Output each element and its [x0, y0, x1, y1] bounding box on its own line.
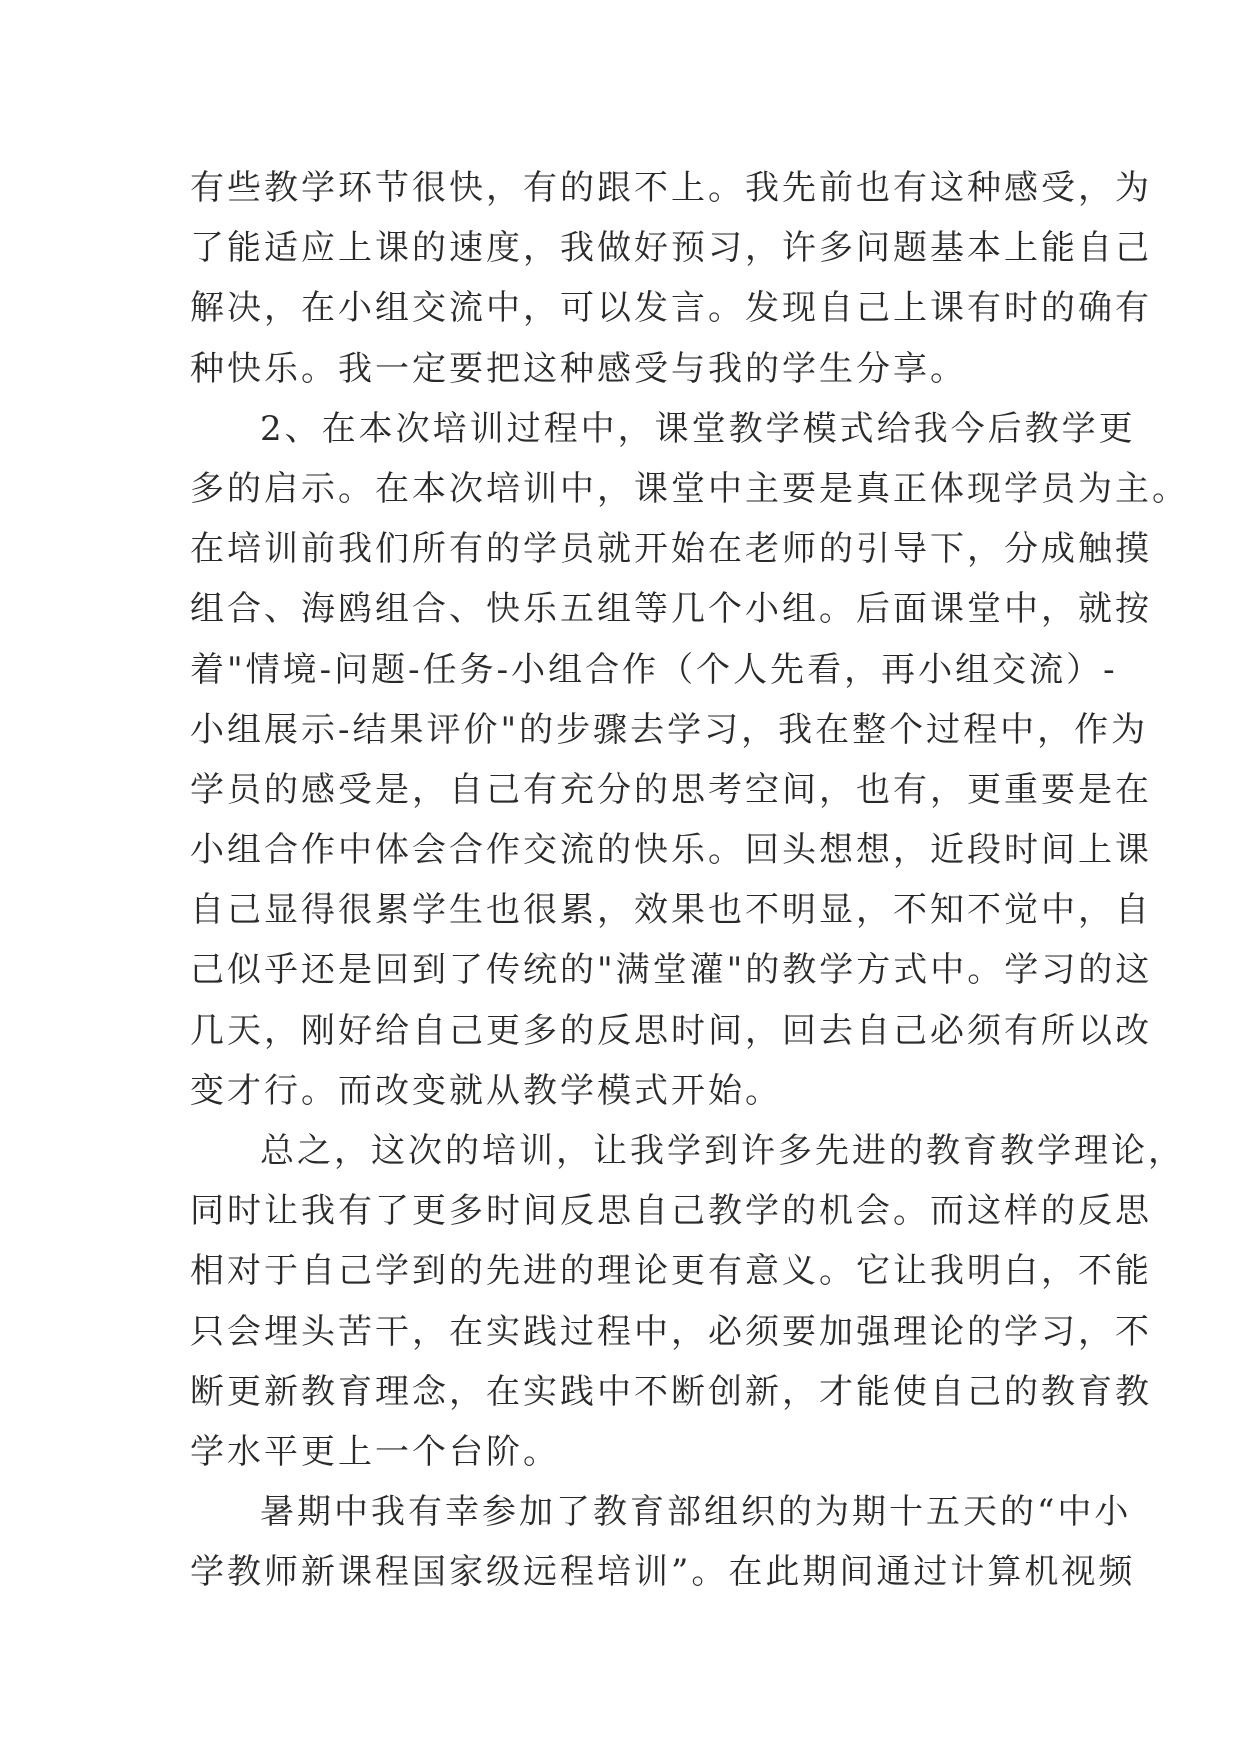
text-line: 2、在本次培训过程中，课堂教学模式给我今后教学更 — [260, 408, 1136, 449]
text-line: 暑期中我有幸参加了教育部组织的为期十五天的“中小 — [260, 1492, 1132, 1533]
text-line: 在培训前我们所有的学员就开始在老师的引导下，分成触摸 — [190, 529, 1152, 570]
text-line: 解决，在小组交流中，可以发言。发现自己上课有时的确有 — [190, 288, 1152, 329]
text-line: 小组合作中体会合作交流的快乐。回头想想，近段时间上课 — [190, 830, 1152, 871]
text-line: 总之，这次的培训，让我学到许多先进的教育教学理论， — [260, 1131, 1185, 1171]
text-line: 变才行。而改变就从教学模式开始。 — [190, 1070, 782, 1111]
text-line: 学员的感受是，自己有充分的思考空间，也有，更重要是在 — [190, 769, 1152, 810]
text-line: 着"情境-问题-任务-小组合作（个人先看，再小组交流）- — [190, 649, 1118, 690]
text-line: 自己显得很累学生也很累，效果也不明显，不知不觉中，自 — [190, 890, 1152, 931]
text-line: 组合、海鸥组合、快乐五组等几个小组。后面课堂中，就按 — [190, 589, 1152, 630]
text-line: 只会埋头苦干，在实践过程中，必须要加强理论的学习，不 — [190, 1311, 1152, 1352]
text-line: 有些教学环节很快，有的跟不上。我先前也有这种感受，为 — [190, 168, 1152, 208]
text-line: 种快乐。我一定要把这种感受与我的学生分享。 — [190, 348, 967, 389]
text-line: 几天，刚好给自己更多的反思时间，回去自己必须有所以改 — [190, 1010, 1152, 1051]
text-line: 小组展示-结果评价"的步骤去学习，我在整个过程中，作为 — [190, 709, 1149, 750]
text-line: 断更新教育理念，在实践中不断创新，才能使自己的教育教 — [190, 1371, 1152, 1412]
text-line: 学水平更上一个台阶。 — [190, 1431, 560, 1472]
text-line: 学教师新课程国家级远程培训”。在此期间通过计算机视频 — [190, 1552, 1136, 1593]
text-line: 了能适应上课的速度，我做好预习，许多问题基本上能自己 — [190, 228, 1152, 269]
document-body — [190, 158, 1189, 1603]
text-line: 相对于自己学到的先进的理论更有意义。它让我明白，不能 — [190, 1251, 1152, 1292]
text-line: 多的启示。在本次培训中，课堂中主要是真正体现学员为主。 — [190, 468, 1189, 509]
text-line: 同时让我有了更多时间反思自己教学的机会。而这样的反思 — [190, 1191, 1152, 1232]
text-line: 己似乎还是回到了传统的"满堂灌"的教学方式中。学习的这 — [190, 950, 1153, 991]
